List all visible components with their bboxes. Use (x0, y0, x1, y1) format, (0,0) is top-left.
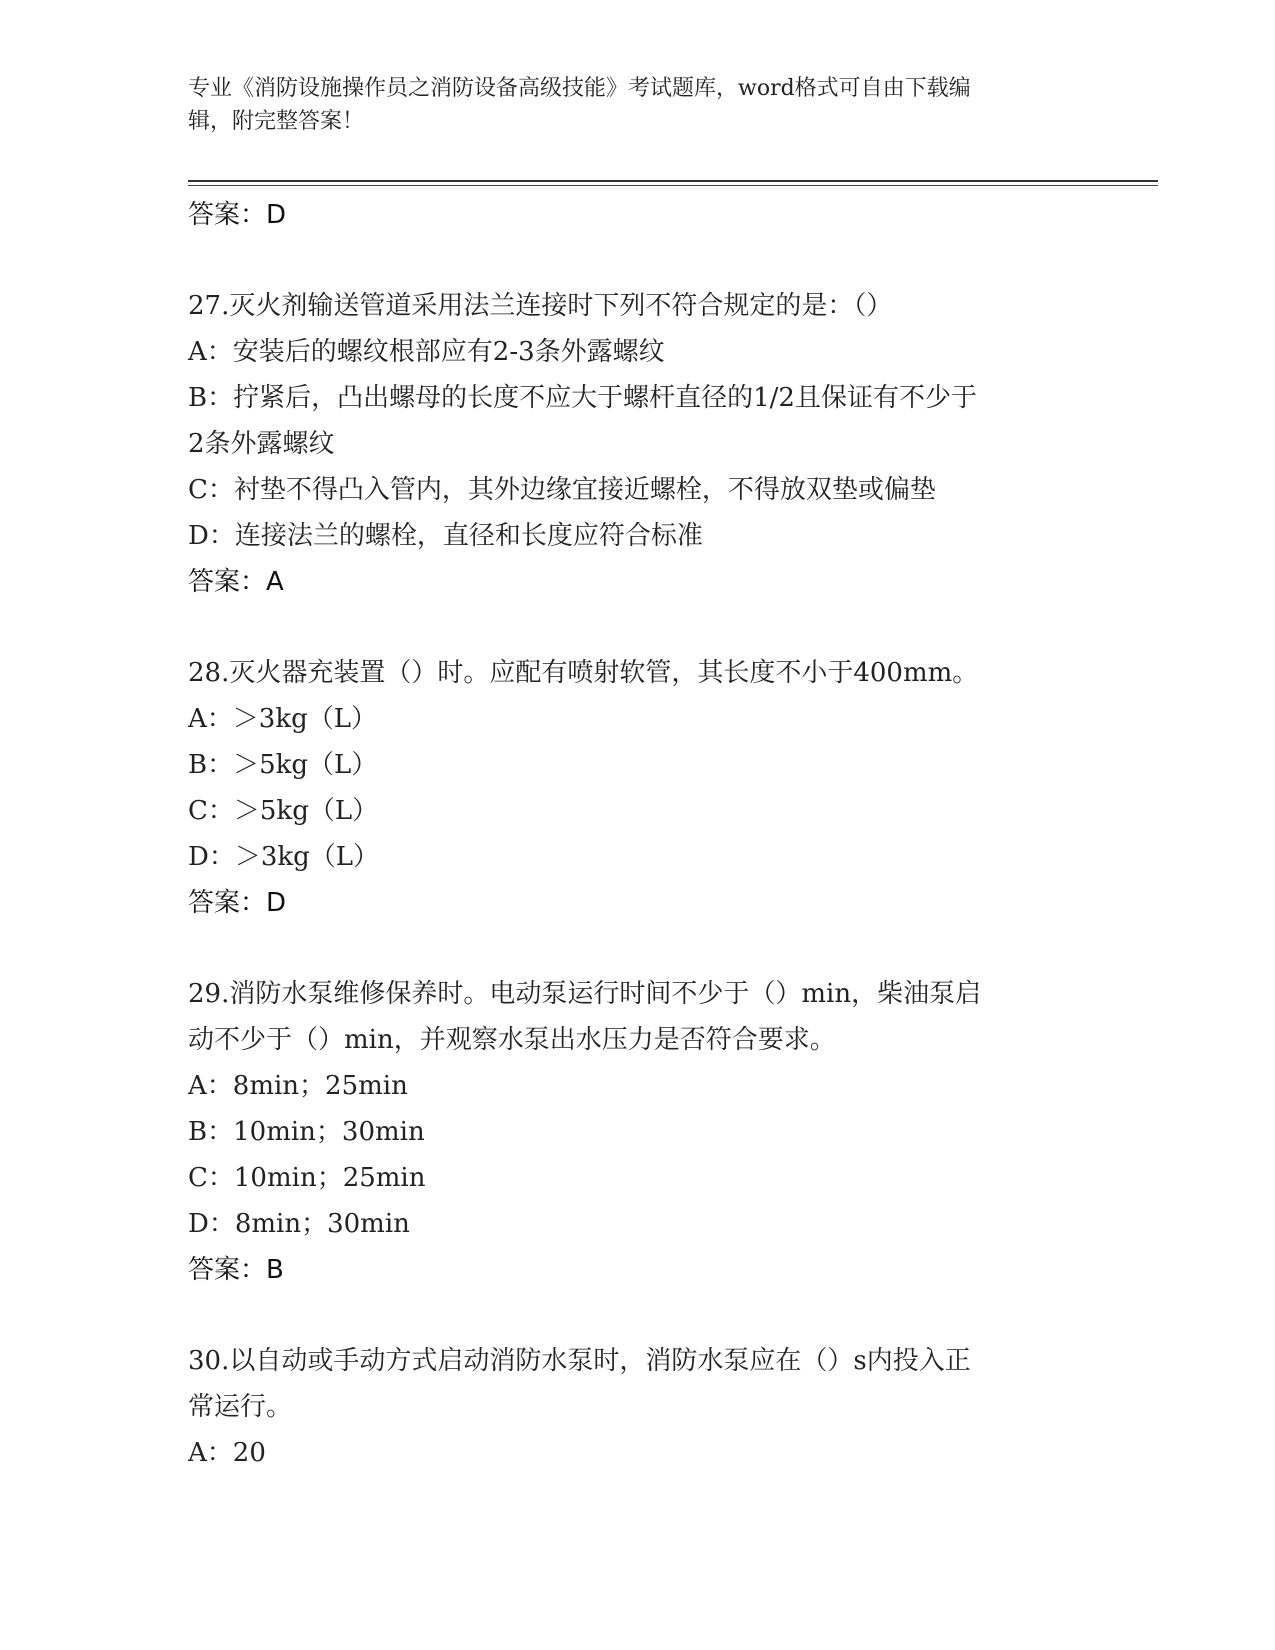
question-text: 28.灭火器充装置（）时。应配有喷射软管，其长度不小于400mm。 (188, 658, 979, 688)
option-c: C：＞5kg（L） (188, 796, 379, 826)
option-a: A：安装后的螺纹根部应有2-3条外露螺纹 (188, 337, 665, 367)
option-c: C：衬垫不得凸入管内，其外边缘宜接近螺栓，不得放双垫或偏垫 (188, 475, 936, 505)
option-d: D：8min；30min (188, 1209, 410, 1239)
header-line-2: 辑，附完整答案！ (188, 109, 365, 134)
option-a: A：8min；25min (188, 1071, 408, 1101)
question-text: 30.以自动或手动方式启动消防水泵时，消防水泵应在（）s内投入正 (188, 1346, 971, 1376)
answer-label: 答案：D (188, 888, 287, 918)
question-text-continued: 动不少于（）min，并观察水泵出水压力是否符合要求。 (188, 1025, 836, 1055)
option-b: B：拧紧后，凸出螺母的长度不应大于螺杆直径的1/2且保证有不少于 (188, 383, 977, 413)
option-c: C：10min；25min (188, 1163, 426, 1193)
question-text-continued: 常运行。 (188, 1392, 293, 1422)
document-header (188, 72, 1068, 138)
question-block (188, 283, 1088, 605)
option-b: B：10min；30min (188, 1117, 425, 1147)
option-b-continued: 2条外露螺纹 (188, 429, 335, 459)
question-text: 29.消防水泵维修保养时。电动泵运行时间不少于（）min，柴油泵启 (188, 979, 982, 1009)
option-d: D：连接法兰的螺栓，直径和长度应符合标准 (188, 521, 703, 551)
question-text: 27.灭火剂输送管道采用法兰连接时下列不符合规定的是：（） (188, 291, 893, 321)
option-d: D：＞3kg（L） (188, 842, 380, 872)
option-b: B：＞5kg（L） (188, 750, 378, 780)
question-list (188, 192, 1088, 1476)
answer-label: 答案：B (188, 1255, 284, 1285)
header-divider-thin (188, 185, 1158, 186)
question-block (188, 1338, 1088, 1476)
question-block (188, 971, 1088, 1293)
answer-label: 答案：D (188, 200, 287, 230)
option-a: A：20 (188, 1438, 266, 1468)
option-a: A：＞3kg（L） (188, 704, 377, 734)
header-line-1: 专业《消防设施操作员之消防设备高级技能》考试题库，word格式可自由下载编 (188, 76, 971, 101)
header-divider-thick (188, 180, 1158, 182)
question-block (188, 650, 1088, 926)
answer-label: 答案：A (188, 567, 284, 597)
